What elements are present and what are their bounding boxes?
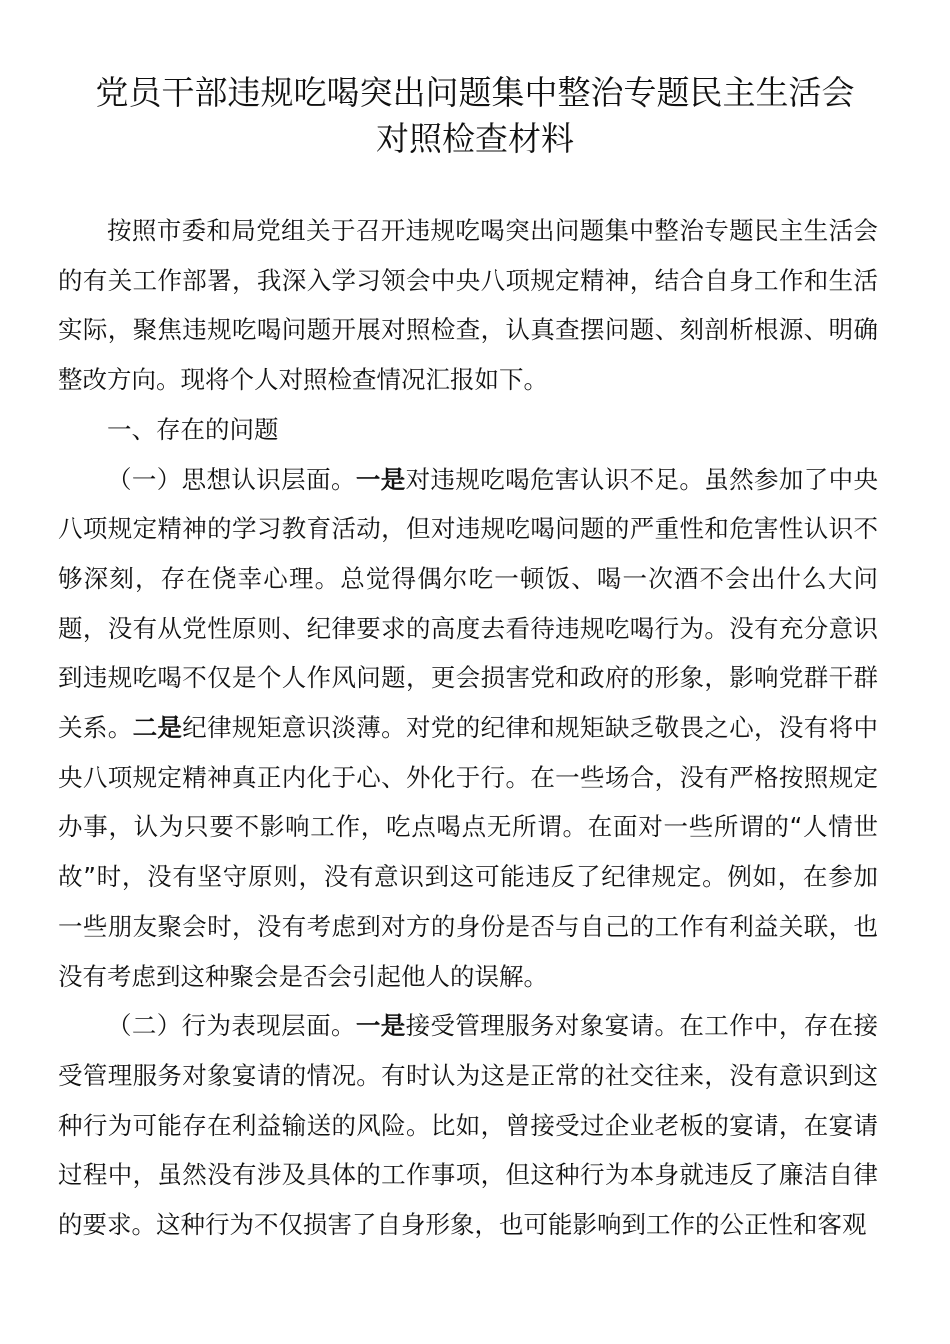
point-marker-two: 二是 bbox=[132, 713, 183, 743]
point-text-one: 接受管理服务对象宴请。在工作中，存在接受管理服务对象宴请的情况。有时认为这是正常的社交往来，没有意识到这种行为可能存在利益输送的风险。比如，曾接受过企业老板的宴请，在宴请过程中，虽然没有涉及具体的工作事项，但这种行为本身就违反了廉洁自律的要求。这种行为不仅损害了自身形象，也可能影响到工作的公正性和客观 bbox=[58, 1011, 879, 1240]
section-heading-problems: 一、存在的问题 bbox=[107, 414, 279, 444]
paragraph-lead: （一）思想认识层面。 bbox=[107, 464, 356, 494]
paragraph-ideological-level bbox=[58, 455, 878, 1002]
paragraph-behavior-level bbox=[58, 1001, 878, 1250]
document-body bbox=[0, 206, 950, 1250]
point-text-one: 对违规吃喝危害认识不足。虽然参加了中央八项规定精神的学习教育活动，但对违规吃喝问题的严重性和危害性认识不够深刻，存在侥幸心理。总觉得偶尔吃一顿饭、喝一次酒不会出什么大问题，没有从党性原则、纪律要求的高度去看待违规吃喝行为。没有充分意识到违规吃喝不仅是个人作风问题，更会损害党和政府的形象，影响党群干群关系。 bbox=[58, 464, 879, 743]
paragraph-lead: （二）行为表现层面。 bbox=[107, 1011, 356, 1041]
title-line-2: 对照检查材料 bbox=[376, 119, 574, 158]
intro-paragraph: 按照市委和局党组关于召开违规吃喝突出问题集中整治专题民主生活会的有关工作部署，我深入学习领会中央八项规定精神，结合自身工作和生活实际，聚焦违规吃喝问题开展对照检查，认真查摆问题、刻剖析根源、明确整改方向。现将个人对照检查情况汇报如下。 bbox=[58, 216, 878, 395]
point-text-two: 纪律规矩意识淡薄。对党的纪律和规矩缺乏敬畏之心，没有将中央八项规定精神真正内化于心、外化于行。在一些场合，没有严格按照规定办事，认为只要不影响工作，吃点喝点无所谓。在面对一些所谓的“人情世故”时，没有坚守原则，没有意识到这可能违反了纪律规定。例如，在参加一些朋友聚会时，没有考虑到对方的身份是否与自己的工作有利益关联，也没有考虑到这种聚会是否会引起他人的误解。 bbox=[58, 713, 878, 991]
document-title bbox=[0, 0, 950, 162]
title-line-1: 党员干部违规吃喝突出问题集中整治专题民主生活会 bbox=[95, 73, 855, 112]
point-marker-one: 一是 bbox=[355, 464, 406, 494]
point-marker-one: 一是 bbox=[355, 1011, 406, 1041]
